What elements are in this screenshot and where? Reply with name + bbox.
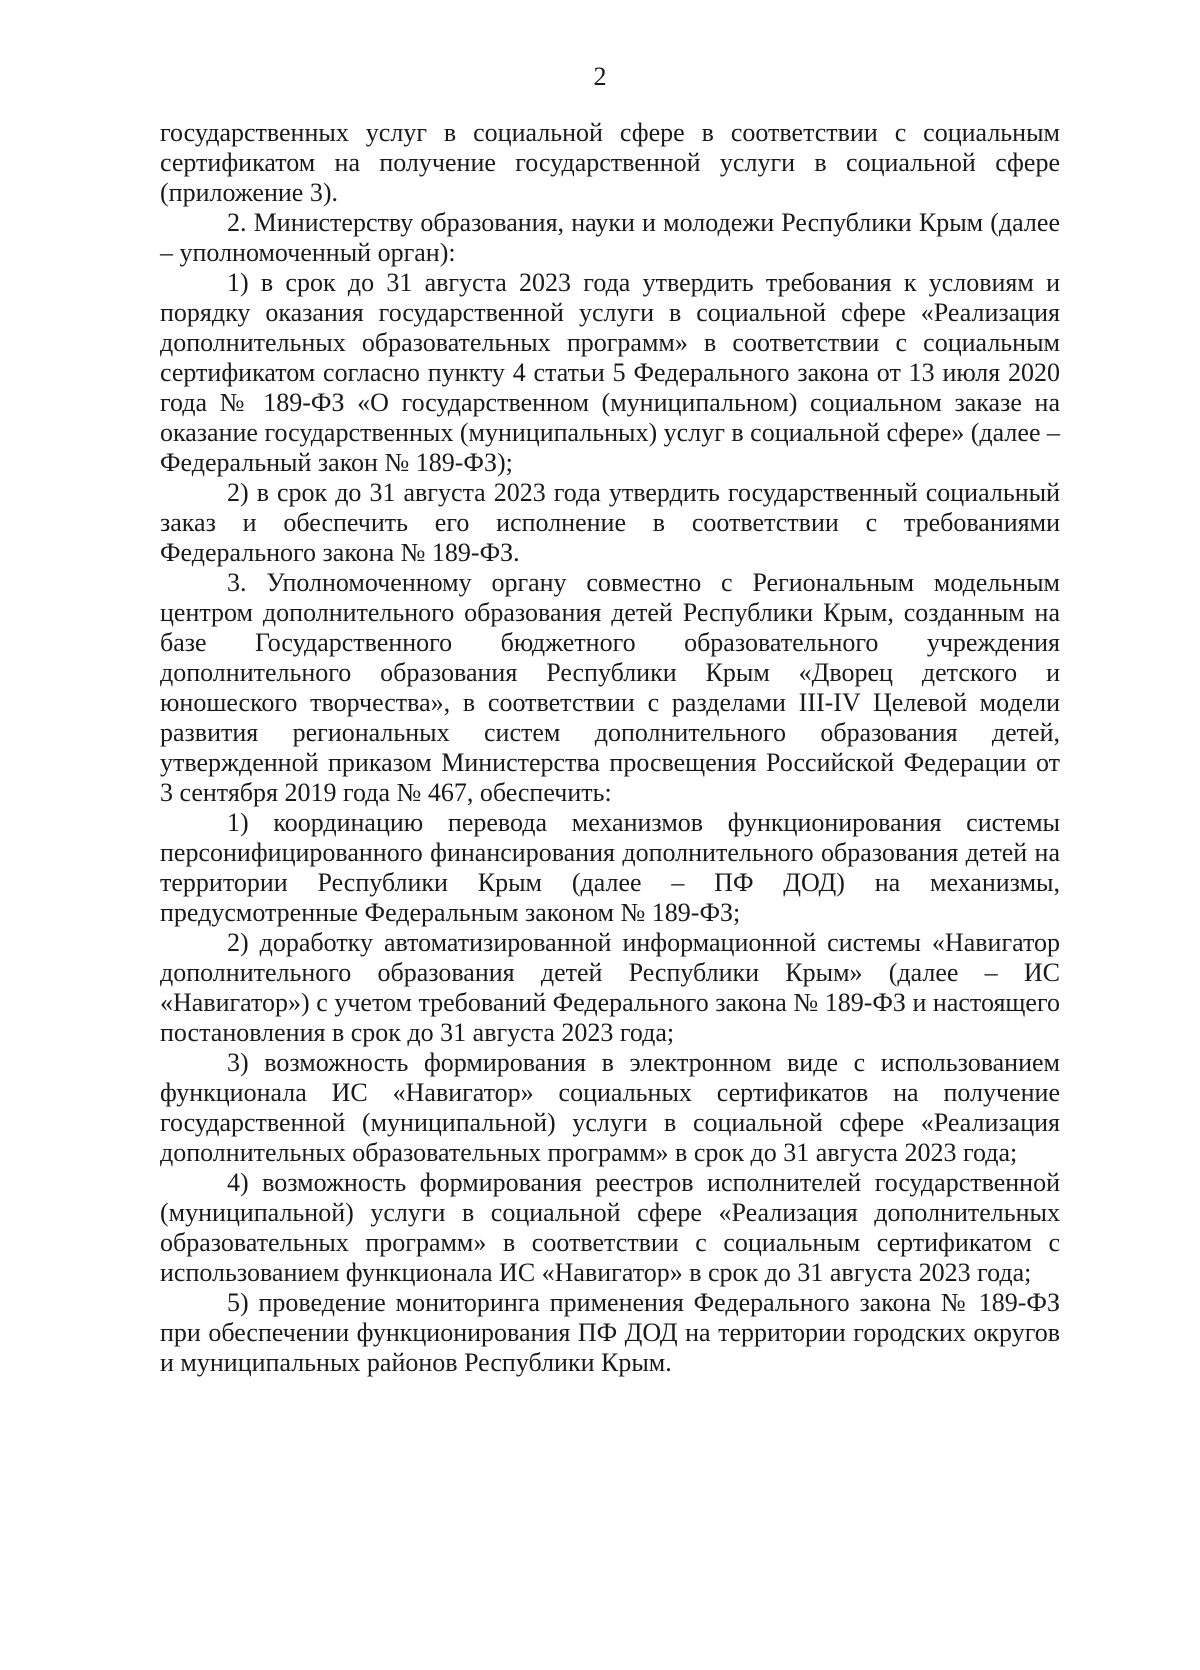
page-number: 2: [593, 62, 607, 91]
document-body: [160, 118, 1060, 1378]
paragraph-subitem-2-2: 2) в срок до 31 августа 2023 года утвердить государственный социальный заказ и обеспечить его исполнение в соответствии с требованиями Федерального закона № 189-ФЗ.: [160, 478, 1060, 567]
paragraph-subitem-3-2: 2) доработку автоматизированной информационной системы «Навигатор дополнительного образования детей Республики Крым» (далее – ИС «Навигатор») с учетом требований Федерального закона № 189-ФЗ и настоящего постановления в срок до 31 августа 2023 года;: [160, 928, 1060, 1047]
paragraph-item-2: 2. Министерству образования, науки и молодежи Республики Крым (далее – уполномоченный орган):: [160, 208, 1060, 267]
paragraph-subitem-3-3: 3) возможность формирования в электронном виде с использованием функционала ИС «Навигатор» социальных сертификатов на получение государственной (муниципальной) услуги в социальной сфере «Реализация дополнительных образовательных программ» в срок до 31 августа 2023 года;: [160, 1048, 1060, 1167]
paragraph-subitem-3-5: 5) проведение мониторинга применения Федерального закона № 189-ФЗ при обеспечении функционирования ПФ ДОД на территории городских округов и муниципальных районов Республики Крым.: [160, 1288, 1060, 1377]
paragraph-continuation: государственных услуг в социальной сфере в соответствии с социальным сертификатом на получение государственной услуги в социальной сфере (приложение 3).: [160, 118, 1060, 207]
paragraph-subitem-3-1: 1) координацию перевода механизмов функционирования системы персонифицированного финансирования дополнительного образования детей на территории Республики Крым (далее – ПФ ДОД) на механизмы, предусмотренные Федеральным законом № 189-ФЗ;: [160, 808, 1060, 927]
paragraph-item-3: 3. Уполномоченному органу совместно с Региональным модельным центром дополнительного образования детей Республики Крым, созданным на базе Государственного бюджетного образовательного учреждения дополнительного образования Республики Крым «Дворец детского и юношеского творчества», в соответствии с разделами III-IV Целевой модели развития региональных систем дополнительного образования детей, утвержденной приказом Министерства просвещения Российской Федерации от 3 сентября 2019 года № 467, обеспечить:: [160, 568, 1060, 807]
paragraph-subitem-3-4: 4) возможность формирования реестров исполнителей государственной (муниципальной) услуги в социальной сфере «Реализация дополнительных образовательных программ» в соответствии с социальным сертификатом с использованием функционала ИС «Навигатор» в срок до 31 августа 2023 года;: [160, 1168, 1060, 1287]
paragraph-subitem-2-1: 1) в срок до 31 августа 2023 года утвердить требования к условиям и порядку оказания государственной услуги в социальной сфере «Реализация дополнительных образовательных программ» в соответствии с социальным сертификатом согласно пункту 4 статьи 5 Федерального закона от 13 июля 2020 года № 189-ФЗ «О государственном (муниципальном) социальном заказе на оказание государственных (муниципальных) услуг в социальной сфере» (далее – Федеральный закон № 189-ФЗ);: [160, 268, 1060, 477]
